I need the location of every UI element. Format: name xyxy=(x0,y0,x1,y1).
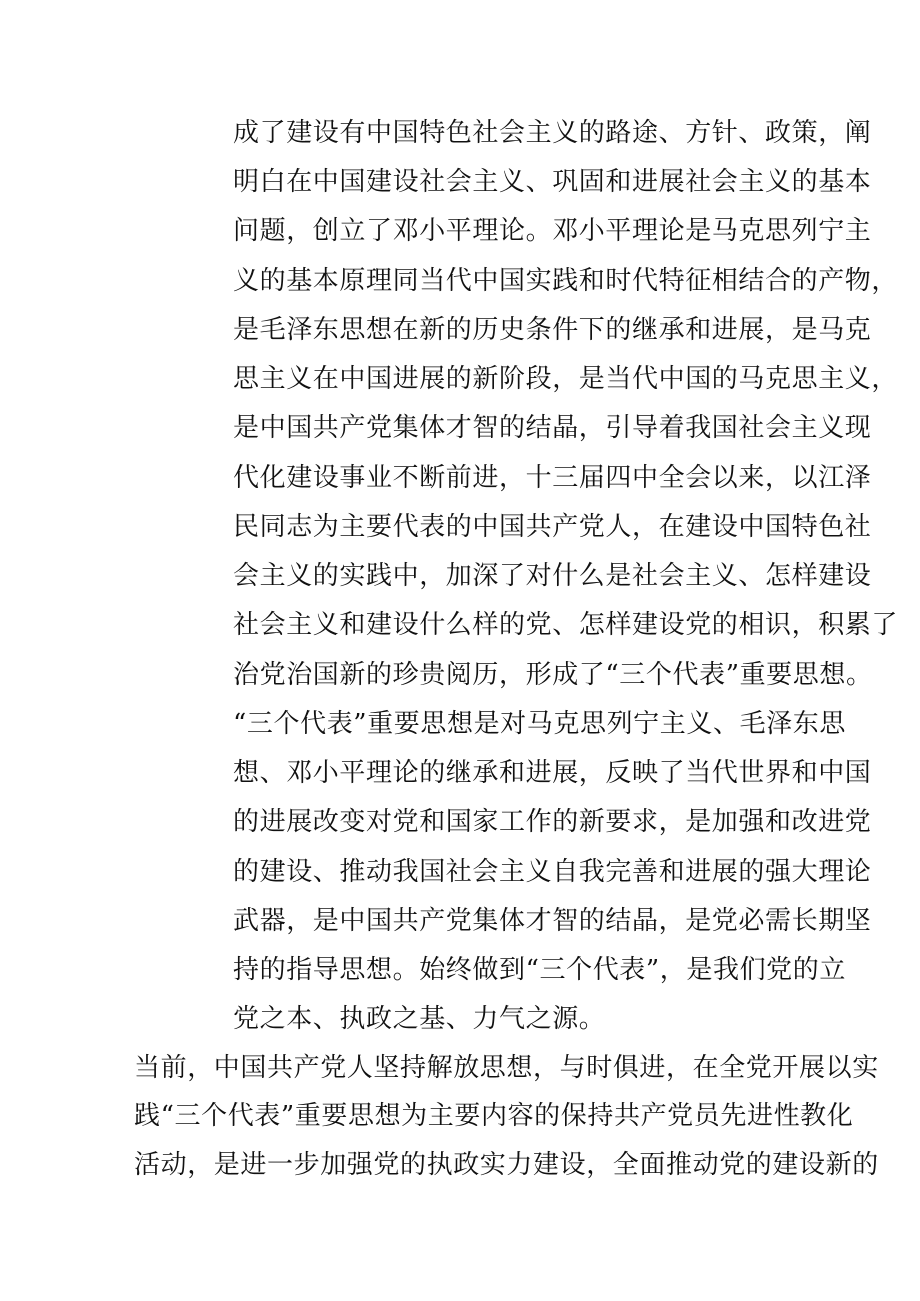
quote-line: 社会主义和建设什么样的党、怎样建设党的相识，积累了 xyxy=(233,610,899,640)
quote-line: 党之本、执政之基、力气之源。 xyxy=(233,1004,606,1034)
quote-line: 的进展改变对党和国家工作的新要求，是加强和改进党 xyxy=(233,807,872,837)
quote-line: 是中国共产党集体才智的结晶，引导着我国社会主义现 xyxy=(233,413,872,443)
quote-line: 民同志为主要代表的中国共产党人，在建设中国特色社 xyxy=(233,512,872,542)
quote-line: “三个代表”重要思想是对马克思列宁主义、毛泽东思 xyxy=(233,709,846,739)
quote-line: 治党治国新的珍贵阅历，形成了“三个代表”重要思想。 xyxy=(233,660,873,690)
quote-line: 明白在中国建设社会主义、巩固和进展社会主义的基本 xyxy=(233,167,872,197)
quote-line: 持的指导思想。始终做到“三个代表”，是我们党的立 xyxy=(233,955,846,985)
quote-line: 想、邓小平理论的继承和进展，反映了当代世界和中国 xyxy=(233,758,872,788)
quote-line: 成了建设有中国特色社会主义的路途、方针、政策，阐 xyxy=(233,118,872,148)
quote-line: 会主义的实践中，加深了对什么是社会主义、怎样建设 xyxy=(233,561,872,591)
quote-line: 问题，创立了邓小平理论。邓小平理论是马克思列宁主 xyxy=(233,216,872,246)
quote-line: 武器，是中国共产党集体才智的结晶，是党必需长期坚 xyxy=(233,906,872,936)
quote-line: 义的基本原理同当代中国实践和时代特征相结合的产物， xyxy=(233,266,899,296)
paragraph-line: 当前，中国共产党人坚持解放思想，与时俱进，在全党开展以实 xyxy=(134,1053,879,1083)
paragraph-line: 践“三个代表”重要思想为主要内容的保持共产党员先进性教化 xyxy=(134,1101,854,1131)
quote-line: 思主义在中国进展的新阶段，是当代中国的马克思主义， xyxy=(233,364,899,394)
quote-line: 的建设、推动我国社会主义自我完善和进展的强大理论 xyxy=(233,857,872,887)
paragraph-line: 活动，是进一步加强党的执政实力建设，全面推动党的建设新的 xyxy=(134,1150,879,1180)
quote-line: 是毛泽东思想在新的历史条件下的继承和进展，是马克 xyxy=(233,315,872,345)
quote-line: 代化建设事业不断前进，十三届四中全会以来，以江泽 xyxy=(233,463,872,493)
